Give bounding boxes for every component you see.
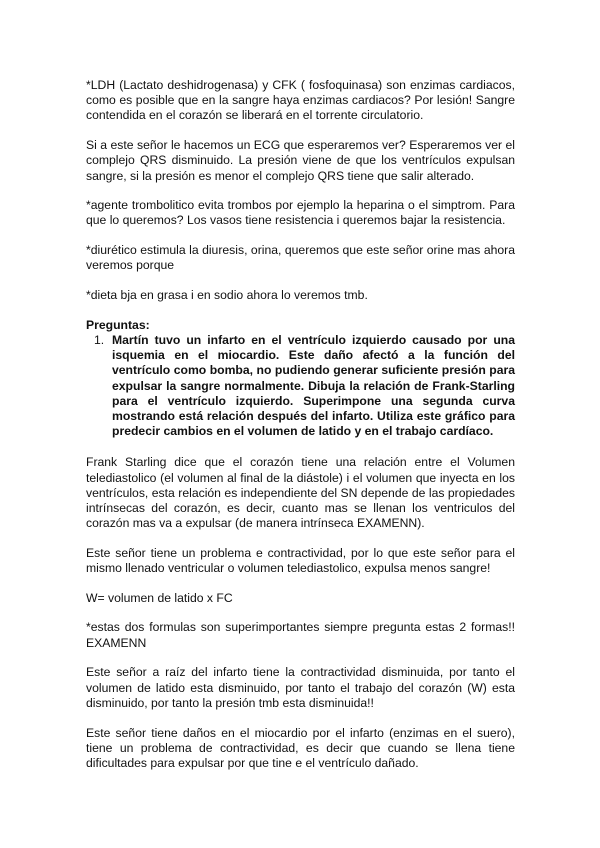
paragraph-diet: *dieta bja en grasa i en sodio ahora lo veremos tmb.	[86, 288, 368, 303]
questions-heading: Preguntas:	[86, 317, 150, 332]
question-text: Martín tuvo un infarto en el ventrículo izquierdo causado por una isquemia en el miocardio. Este daño afectó a la función del ventrículo como bomba, no pudiendo generar suficiente presión para expulsar la sangre normalmente. Dibuja la relación de Frank-Starling para el ventrículo izquierdo. Superimpone una segunda curva mostrando está relación después del infarto. Utiliza este gráfico para predecir cambios en el volumen de latido y en el trabajo cardíaco.	[112, 332, 515, 439]
question-item	[86, 333, 515, 439]
paragraph-enzymes: *LDH (Lactato deshidrogenasa) y CFK ( fosfoquinasa) son enzimas cardiacos, como es posible que en la sangre haya enzimas cardiacos? Por lesión! Sangre contendida en el corazón se liberará en el torrente circulatorio.	[86, 78, 515, 123]
paragraph-diuretic: *diurético estimula la diuresis, orina, queremos que este señor orine mas ahora veremos porque	[86, 243, 515, 273]
paragraph-ecg: Si a este señor le hacemos un ECG que esperaremos ver? Esperaremos ver el complejo QRS disminuido. La presión viene de que los ventrículos expulsan sangre, si la presión es menor el complejo QRS tiene que salir alterado.	[86, 138, 515, 183]
paragraph-thrombolytic: *agente trombolitico evita trombos por ejemplo la heparina o el simptrom. Para que lo queremos? Los vasos tiene resistencia i queremos bajar la resistencia.	[86, 198, 515, 228]
paragraph-formula: W= volumen de latido x FC	[86, 590, 233, 605]
question-number: 1.	[94, 332, 105, 347]
document-page	[86, 78, 515, 771]
paragraph-contractility: Este señor tiene un problema e contractividad, por lo que este señor para el mismo llenado ventricular o volumen telediastolico, expulsa menos sangre!	[86, 545, 515, 576]
questions-list	[86, 333, 515, 439]
paragraph-myocardium-damage: Este señor tiene daños en el miocardio por el infarto (enzimas en el suero), tiene un problema de contractividad, es decir que cuando se llena tiene dificultades para expulsar por que tine e el ventrículo dañado.	[86, 725, 515, 770]
paragraph-infarct-effects: Este señor a raíz del infarto tiene la contractividad disminuida, por tanto el volumen de latido esta disminuido, por tanto el trabajo del corazón (W) esta disminuido, por tanto la presión tmb esta disminuida!!	[86, 665, 515, 710]
paragraph-exam-note: *estas dos formulas son superimportantes siempre pregunta estas 2 formas!! EXAMENN	[86, 620, 515, 650]
paragraph-frank-starling: Frank Starling dice que el corazón tiene una relación entre el Volumen telediastolico (el volumen al final de la diástole) i el volumen que inyecta en los ventrículos, esta relación es independiente del SN depende de las propiedades intrínsecas del corazón, es decir, cuanto mas se llenan los ventriculos del corazón mas va a expulsar (de manera intrínseca EXAMENN).	[86, 455, 515, 531]
